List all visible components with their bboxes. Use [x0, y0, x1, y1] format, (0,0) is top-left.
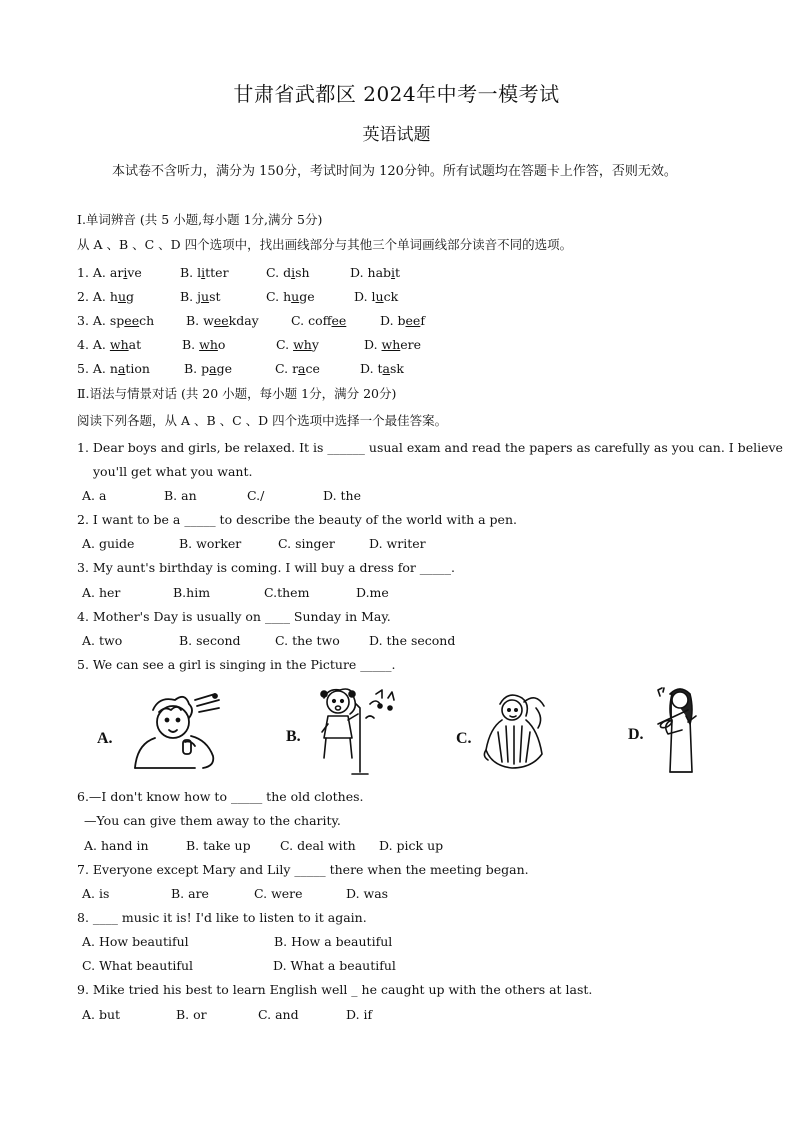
s1-q5-option-c: C. race — [275, 361, 320, 376]
s2-q9-option-a: A. but — [82, 1007, 121, 1022]
boy-singing-picture — [125, 690, 225, 778]
s2-q2-option-d: D. writer — [369, 536, 426, 551]
s2-q4-option-c: C. the two — [275, 633, 340, 648]
picture-c-label: C. — [456, 730, 472, 747]
s1-q3-option-d: D. beef — [380, 313, 425, 328]
picture-d-label: D. — [628, 726, 644, 743]
s2-q6-option-b: B. take up — [186, 838, 251, 853]
s2-q8-option-c: C. What beautiful — [82, 958, 194, 973]
s2-q7-stem: 7. Everyone except Mary and Lily _____ there when the meeting began. — [77, 862, 529, 877]
s1-q2-option-c: C. huge — [266, 289, 315, 304]
section2-heading: Ⅱ.语法与情景对话 (共 20 小题，每小题 1分，满分 20分) — [77, 386, 397, 401]
s2-q9-option-d: D. if — [346, 1007, 373, 1022]
s2-q9-option-b: B. or — [176, 1007, 207, 1022]
page-subtitle: 英语试题 — [362, 125, 431, 145]
s1-q1-option-d: D. habit — [350, 265, 401, 280]
s2-q8-option-d: D. What a beautiful — [273, 958, 396, 973]
s2-q5-stem: 5. We can see a girl is singing in the Picture _____. — [77, 657, 396, 672]
s1-q3-option-c: C. coffee — [291, 313, 347, 328]
s2-q7-option-b: B. are — [171, 886, 209, 901]
s2-q1-option-d: D. the — [323, 488, 361, 503]
s1-q5-option-b: B. page — [184, 361, 232, 376]
s1-q4-option-a: 4. A. what — [77, 337, 142, 352]
s1-q2-option-b: B. just — [180, 289, 221, 304]
s2-q3-option-a: A. her — [82, 585, 121, 600]
section1-instruction: 从 A 、B 、C 、D 四个选项中，找出画线部分与其他三个单词画线部分读音不同的选项。 — [77, 237, 573, 252]
s1-q1-option-a: 1. A. arive — [77, 265, 142, 280]
page-title: 甘肃省武都区 2024年中考一模考试 — [233, 82, 560, 106]
s2-q2-option-b: B. worker — [179, 536, 242, 551]
s2-q8-option-a: A. How beautiful — [82, 934, 189, 949]
s2-q2-option-c: C. singer — [278, 536, 335, 551]
s1-q2-option-d: D. luck — [354, 289, 399, 304]
section1-heading: Ⅰ.单词辨音 (共 5 小题,每小题 1分,满分 5分) — [77, 212, 323, 227]
s2-q9-stem: 9. Mike tried his best to learn English well _ he caught up with the others at last. — [77, 982, 593, 997]
s2-q1-stem-cont: you'll get what you want. — [93, 464, 253, 479]
s2-q1-stem: 1. Dear boys and girls, be relaxed. It is ______ usual exam and read the papers as carefully as you can. I believe — [77, 440, 783, 455]
s2-q4-stem: 4. Mother's Day is usually on ____ Sunday in May. — [77, 609, 391, 624]
s2-q7-option-d: D. was — [346, 886, 389, 901]
s2-q3-option-c: C.them — [264, 585, 310, 600]
s1-q4-option-d: D. where — [364, 337, 422, 352]
picture-a-label: A. — [97, 730, 113, 747]
s2-q1-option-c: C./ — [247, 488, 265, 503]
s2-q6-option-a: A. hand in — [84, 838, 149, 853]
s2-q2-option-a: A. guide — [82, 536, 135, 551]
girl-singing-microphone-picture — [310, 684, 400, 776]
s1-q5-option-d: D. task — [360, 361, 404, 376]
s2-q3-option-d: D.me — [356, 585, 389, 600]
section2-instruction: 阅读下列各题，从 A 、B 、C 、D 四个选项中选择一个最佳答案。 — [77, 413, 448, 428]
s1-q3-option-a: 3. A. speech — [77, 313, 155, 328]
s1-q1-option-b: B. litter — [180, 265, 229, 280]
s2-q1-option-b: B. an — [164, 488, 197, 503]
s2-q6-option-d: D. pick up — [379, 838, 444, 853]
s2-q8-stem: 8. ____ music it is! I'd like to listen to it again. — [77, 910, 367, 925]
s2-q3-stem: 3. My aunt's birthday is coming. I will buy a dress for _____. — [77, 560, 456, 575]
s1-q5-option-a: 5. A. nation — [77, 361, 150, 376]
exam-intro: 本试卷不含听力，满分为 150分，考试时间为 120分钟。所有试题均在答题卡上作答，否则无效。 — [112, 164, 677, 179]
girl-dancing-picture — [480, 686, 552, 772]
s2-q6-stem: 6.—I don't know how to _____ the old clothes. — [77, 789, 364, 804]
s2-q6-stem-reply: —You can give them away to the charity. — [84, 813, 341, 828]
s2-q4-option-d: D. the second — [369, 633, 456, 648]
picture-b-label: B. — [286, 728, 301, 745]
s2-q9-option-c: C. and — [258, 1007, 299, 1022]
s2-q4-option-b: B. second — [179, 633, 241, 648]
s2-q3-option-b: B.him — [173, 585, 211, 600]
s2-q7-option-c: C. were — [254, 886, 303, 901]
s2-q4-option-a: A. two — [82, 633, 123, 648]
s2-q1-option-a: A. a — [82, 488, 107, 503]
s1-q3-option-b: B. weekday — [186, 313, 259, 328]
s2-q8-option-b: B. How a beautiful — [274, 934, 393, 949]
s2-q7-option-a: A. is — [82, 886, 110, 901]
s2-q2-stem: 2. I want to be a _____ to describe the beauty of the world with a pen. — [77, 512, 517, 527]
s1-q1-option-c: C. dish — [266, 265, 310, 280]
s1-q2-option-a: 2. A. hug — [77, 289, 135, 304]
girl-playing-violin-picture — [652, 684, 712, 776]
s2-q6-option-c: C. deal with — [280, 838, 356, 853]
s1-q4-option-b: B. who — [182, 337, 226, 352]
s1-q4-option-c: C. why — [276, 337, 319, 352]
